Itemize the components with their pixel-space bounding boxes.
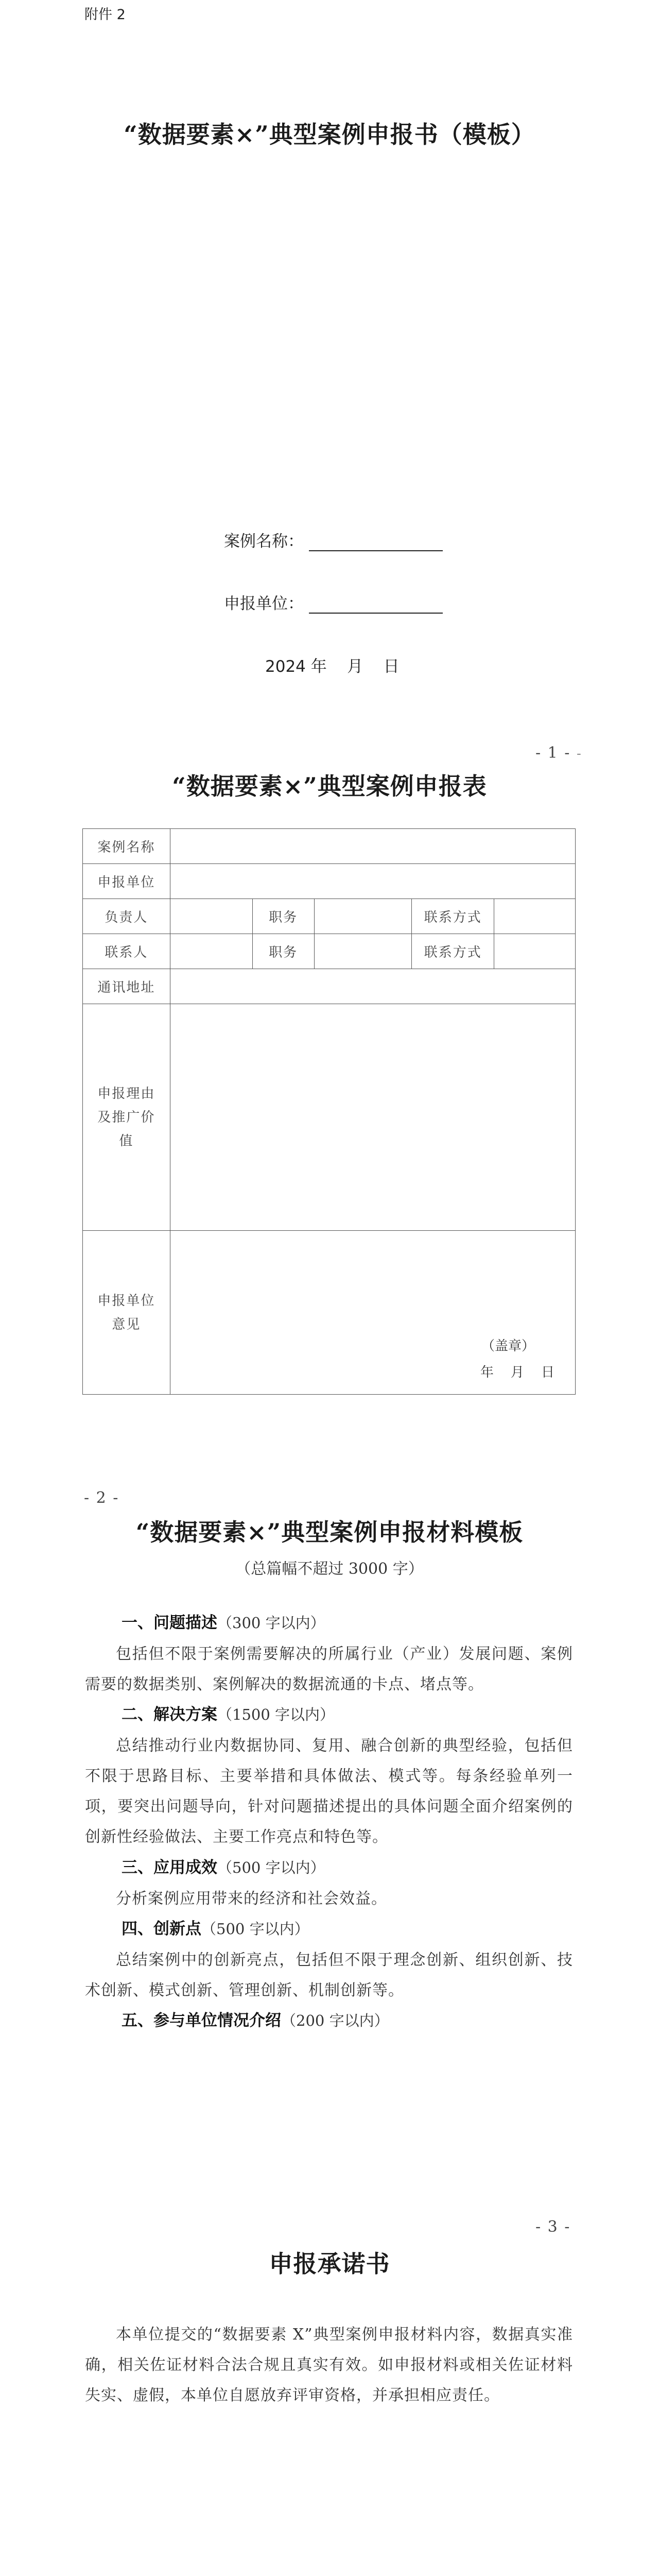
section-2-heading: 二、解决方案（1500 字以内） [122, 1705, 335, 1724]
case-name-value[interactable] [170, 829, 575, 864]
applicant-value[interactable] [170, 864, 575, 899]
address-cell: 通讯地址 [83, 969, 170, 1004]
contact-info-cell: 联系方式 [412, 934, 494, 969]
applicant-cell: 申报单位 [83, 864, 170, 899]
contact-person-cell: 联系人 [83, 934, 170, 969]
case-name-label: 案例名称： [224, 532, 304, 551]
principal-contact-value[interactable] [494, 899, 576, 934]
reason-cell [83, 1004, 170, 1231]
attachment-label: 附件 2 [84, 7, 126, 23]
case-name-blank[interactable] [309, 532, 443, 551]
cover-title: “数据要素×”典型案例申报书（模板） [124, 121, 535, 148]
opinion-value[interactable] [170, 1231, 575, 1395]
principal-value[interactable] [170, 899, 252, 934]
principal-contact-cell: 联系方式 [412, 899, 494, 934]
page-marker: - [577, 746, 581, 761]
cover-date: 2024 年 月 日 [265, 657, 400, 676]
reason-label-line2: 及推广价 [97, 1109, 155, 1125]
applicant-label: 申报单位： [224, 595, 304, 613]
opinion-date: 年 月 日 [480, 1365, 554, 1380]
section-3-heading: 三、应用成效（500 字以内） [122, 1858, 325, 1877]
page-number-3: - 3 - [535, 2218, 571, 2236]
case-name-cell: 案例名称 [83, 829, 170, 864]
principal-position-cell: 职务 [252, 899, 314, 934]
section-2-body: 总结推动行业内数据协同、复用、融合创新的典型经验，包括但不限于思路目标、主要举措和具体做法、模式等。每条经验单列一项，要突出问题导向，针对问题描述提出的具体问题全面介绍案例的创新性经验做法、主要工作亮点和特色等。 [85, 1737, 573, 1846]
contact-person-value[interactable] [170, 934, 252, 969]
address-value[interactable] [170, 969, 575, 1004]
section-4-body: 总结案例中的创新亮点，包括但不限于理念创新、组织创新、技术创新、模式创新、管理创新、机制创新等。 [85, 1951, 573, 1999]
section-1-body: 包括但不限于案例需要解决的所属行业（产业）发展问题、案例需要的数据类别、案例解决的数据流通的卡点、堵点等。 [85, 1645, 573, 1693]
page-number-1: - 1 - [535, 744, 571, 762]
contact-info-value[interactable] [494, 934, 576, 969]
reason-label-line1: 申报理由 [97, 1086, 155, 1101]
reason-label-line3: 值 [119, 1133, 134, 1149]
commitment-seal [421, 2573, 541, 2576]
contact-position-value[interactable] [314, 934, 412, 969]
section-4-heading: 四、创新点（500 字以内） [122, 1920, 309, 1938]
case-name-field[interactable] [224, 528, 443, 551]
materials-title: “数据要素×”典型案例申报材料模板 [135, 1518, 524, 1546]
principal-position-value[interactable] [314, 899, 412, 934]
principal-cell: 负责人 [83, 899, 170, 934]
contact-position-cell: 职务 [252, 934, 314, 969]
form-title: “数据要素×”典型案例申报表 [172, 772, 487, 800]
section-1-heading: 一、问题描述（300 字以内） [122, 1614, 325, 1632]
reason-value[interactable] [170, 1004, 575, 1231]
materials-subtitle: （总篇幅不超过 3000 字） [235, 1560, 424, 1578]
opinion-seal: （盖章） [481, 1338, 535, 1354]
commitment-title: 申报承诺书 [269, 2250, 390, 2278]
applicant-blank[interactable] [309, 594, 443, 614]
page-number-2: - 2 - [84, 1489, 119, 1507]
opinion-label-line2: 意见 [112, 1316, 141, 1332]
opinion-label-line1: 申报单位 [97, 1293, 155, 1309]
section-5-heading: 五、参与单位情况介绍（200 字以内） [122, 2011, 389, 2030]
opinion-cell [83, 1231, 170, 1395]
application-form-table [82, 828, 576, 1395]
commitment-body: 本单位提交的“数据要素 X”典型案例申报材料内容，数据真实准确，相关佐证材料合法合规且真实有效。如申报材料或相关佐证材料失实、虚假，本单位自愿放弃评审资格，并承担相应责任。 [85, 2326, 573, 2404]
applicant-field[interactable] [224, 590, 443, 614]
section-3-body: 分析案例应用带来的经济和社会效益。 [116, 1890, 387, 1908]
